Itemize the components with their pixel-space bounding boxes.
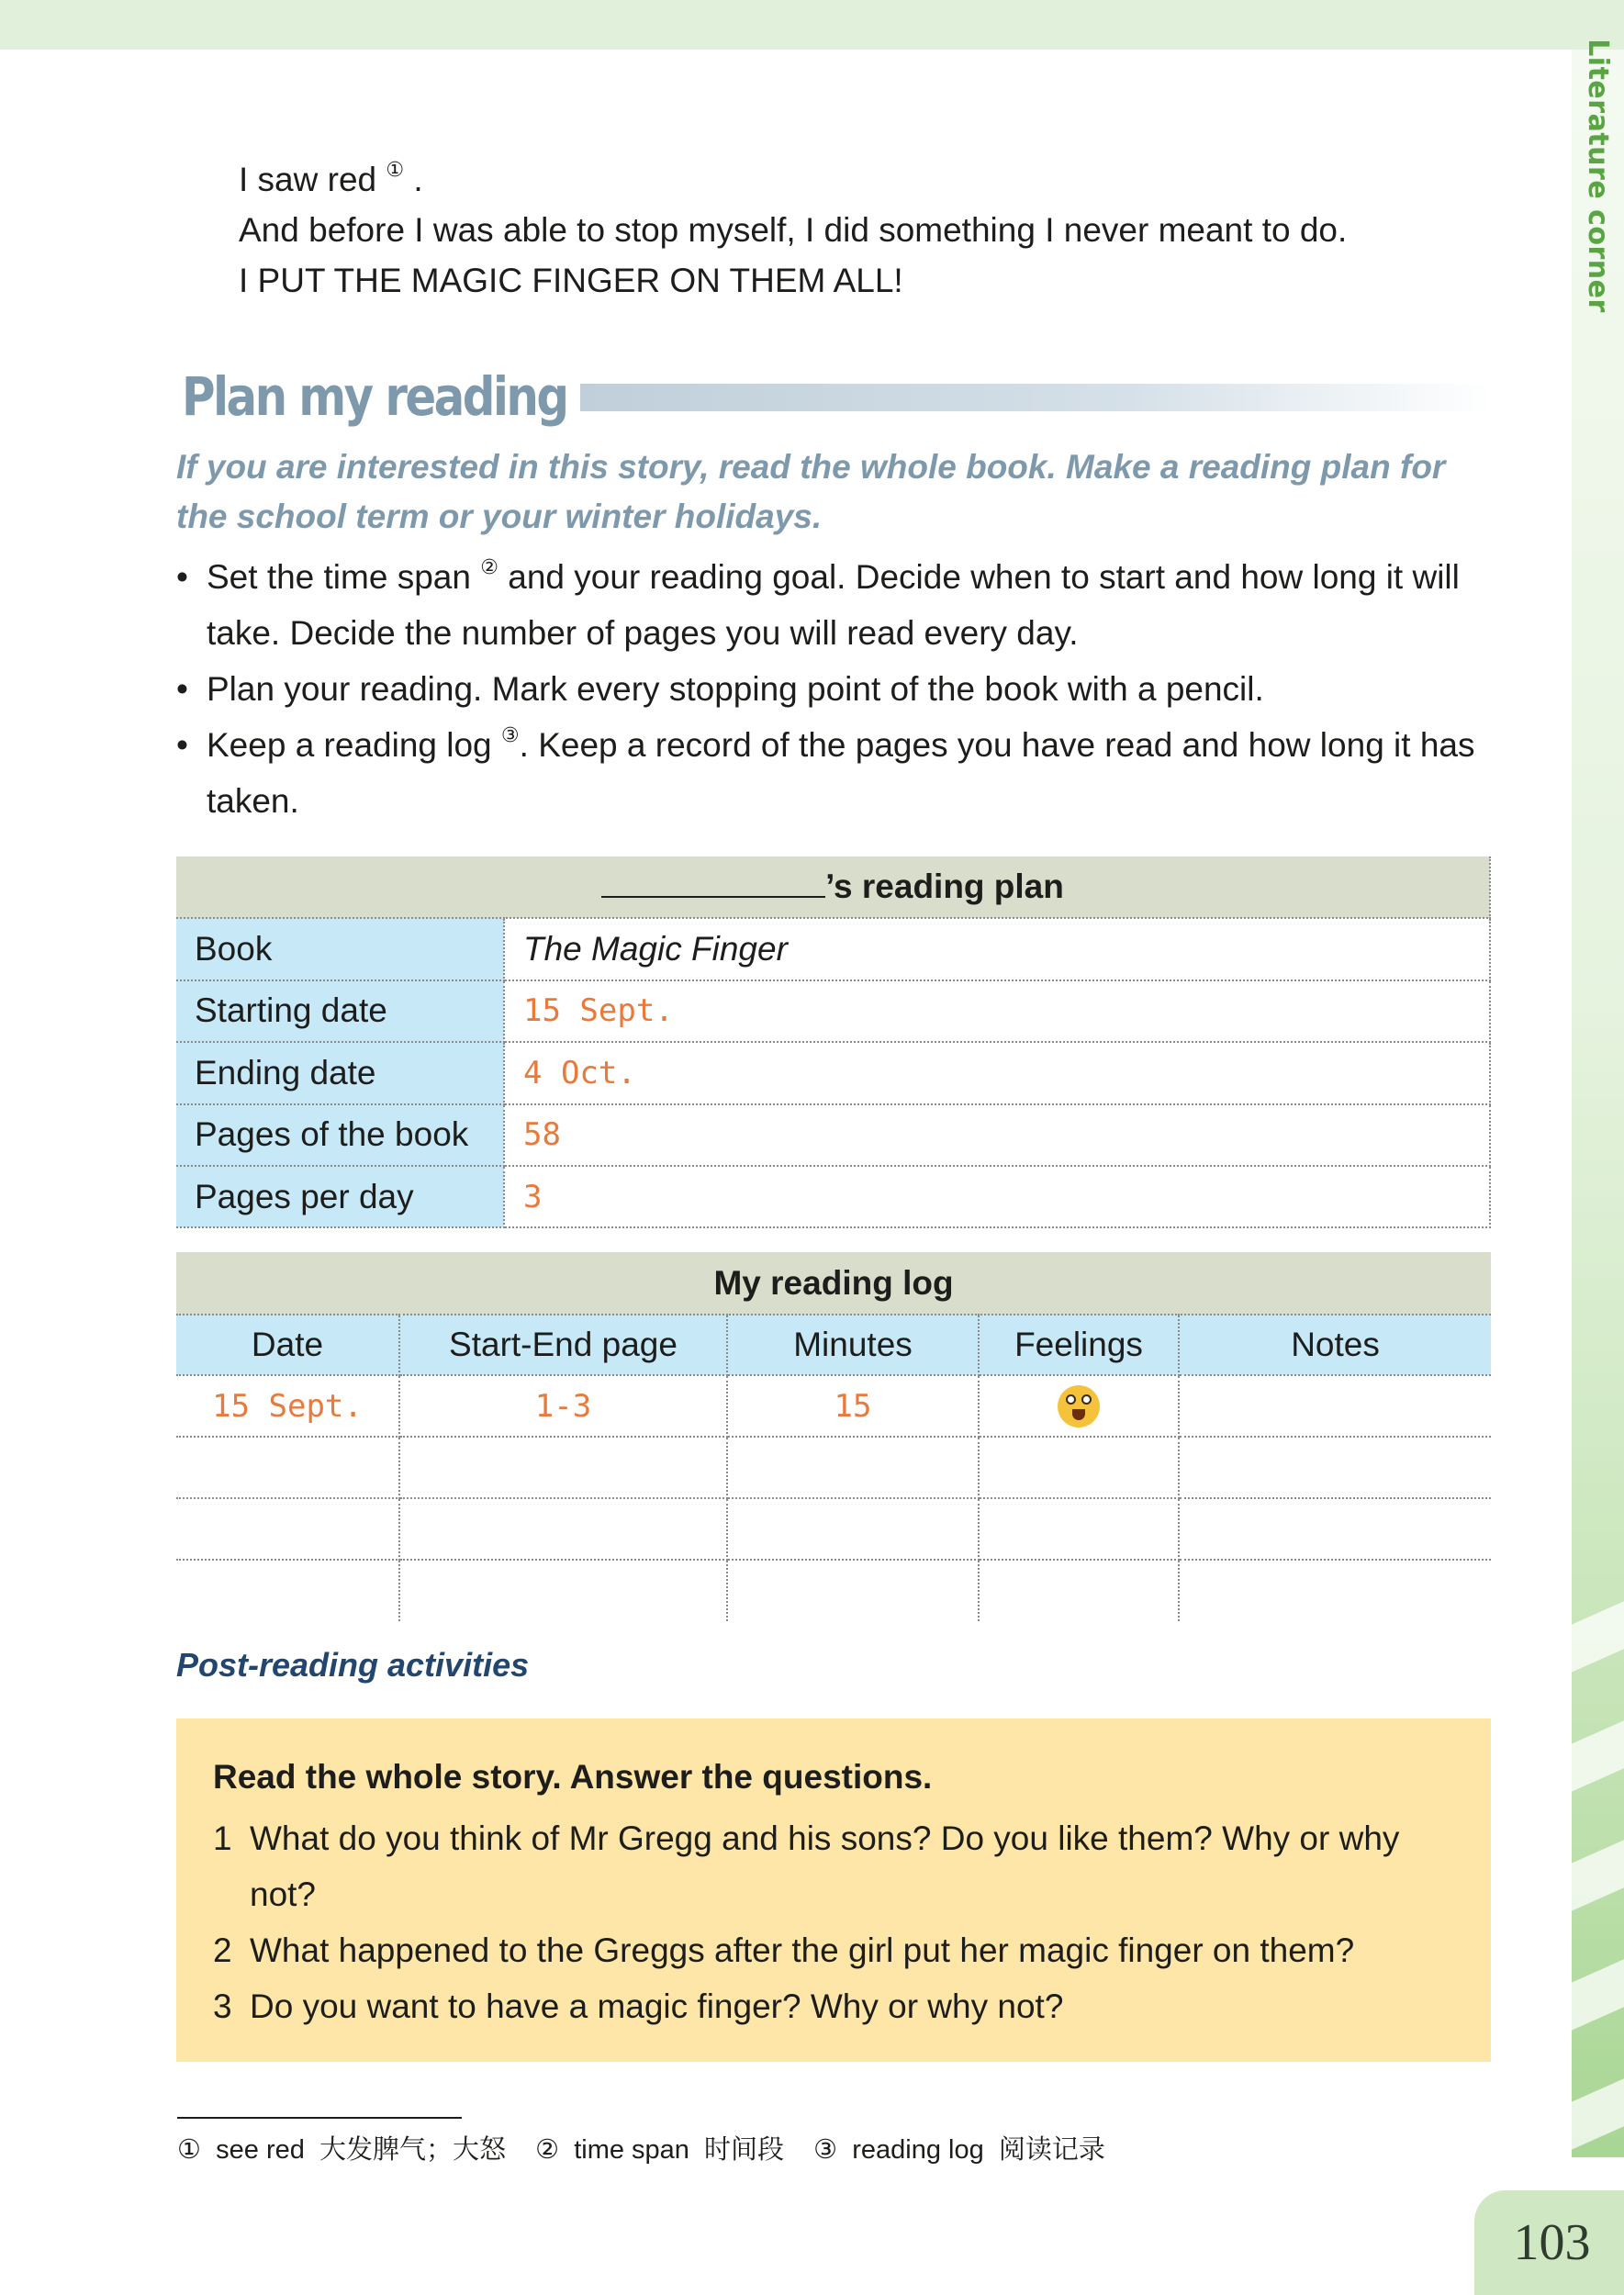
question-number: 3 <box>213 1987 232 2025</box>
side-stripe <box>1572 1592 1624 1676</box>
name-blank[interactable] <box>601 870 825 898</box>
footnote <box>177 2135 506 2165</box>
footnote-gloss: 大发脾气；大怒 <box>319 2135 506 2165</box>
log-column-header: Start-End page <box>399 1315 727 1375</box>
book-title: The Magic Finger <box>523 930 788 968</box>
log-cell[interactable] <box>979 1560 1179 1621</box>
page-number: 103 <box>1513 2214 1591 2271</box>
footnote-term: reading log <box>852 2135 984 2165</box>
footnote-term: see red <box>216 2135 305 2165</box>
log-cell[interactable] <box>727 1560 979 1621</box>
plan-row <box>176 1166 1490 1227</box>
log-row-empty <box>176 1498 1491 1560</box>
question-item <box>213 1978 1456 2034</box>
footnote-gloss: 阅读记录 <box>998 2135 1105 2165</box>
log-cell[interactable] <box>1179 1560 1491 1621</box>
instruction-text: Set the time span <box>207 558 471 596</box>
plan-label: Pages per day <box>176 1166 504 1227</box>
story-text: . <box>413 161 423 198</box>
log-column-header: Minutes <box>727 1315 979 1375</box>
log-pages[interactable]: 1-3 <box>399 1375 727 1437</box>
question-number: 1 <box>213 1819 232 1857</box>
title-decoration-bar <box>580 384 1491 411</box>
story-line: And before I was able to stop myself, I did something I never meant to do. <box>239 211 1348 249</box>
log-row-empty <box>176 1560 1491 1621</box>
plan-row <box>176 1104 1490 1166</box>
log-cell[interactable] <box>399 1560 727 1621</box>
story-line <box>239 154 1432 205</box>
instruction-text: Keep a reading log <box>207 726 492 764</box>
footnote <box>535 2135 784 2165</box>
section-title: Plan my reading <box>182 365 567 428</box>
log-cell[interactable] <box>399 1498 727 1560</box>
story-line: I PUT THE MAGIC FINGER ON THEM ALL! <box>239 262 903 299</box>
footnote-rule <box>177 2117 462 2119</box>
top-band <box>0 0 1624 50</box>
log-column-header: Notes <box>1179 1315 1491 1375</box>
footnote-mark: ① <box>177 2135 201 2165</box>
side-stripe <box>1572 1711 1624 1796</box>
plan-row <box>176 1042 1490 1103</box>
footnote-mark: ③ <box>813 2135 838 2165</box>
page-number-tab <box>1474 2190 1624 2295</box>
section-tab <box>1572 38 1624 313</box>
question-item <box>213 1922 1456 1978</box>
surprised-face-icon <box>1058 1385 1100 1427</box>
log-date[interactable]: 15 Sept. <box>176 1375 399 1437</box>
footnote-mark: ② <box>535 2135 560 2165</box>
log-minutes[interactable]: 15 <box>727 1375 979 1437</box>
side-stripe <box>1572 1950 1624 2034</box>
instruction-item <box>176 661 1498 717</box>
side-stripe <box>1572 2069 1624 2154</box>
plan-value: 15 Sept. <box>504 980 1490 1042</box>
log-cell[interactable] <box>176 1560 399 1621</box>
log-cell[interactable] <box>399 1437 727 1498</box>
plan-value: 58 <box>504 1104 1490 1166</box>
plan-row <box>176 918 1490 980</box>
log-cell[interactable] <box>727 1498 979 1560</box>
question-text: What happened to the Greggs after the girl put her magic finger on them? <box>250 1931 1355 1969</box>
log-cell[interactable] <box>1179 1437 1491 1498</box>
reading-plan-header <box>176 856 1490 918</box>
reading-log-title: My reading log <box>176 1252 1491 1315</box>
log-cell[interactable] <box>176 1437 399 1498</box>
footnote-marker: ③ <box>500 723 520 746</box>
log-column-header: Date <box>176 1315 399 1375</box>
log-cell[interactable] <box>979 1498 1179 1560</box>
log-notes[interactable] <box>1179 1375 1491 1437</box>
log-feeling[interactable] <box>979 1375 1179 1437</box>
question-number: 2 <box>213 1931 232 1969</box>
plan-label: Starting date <box>176 980 504 1042</box>
footnote-gloss: 时间段 <box>704 2135 785 2165</box>
log-row <box>176 1375 1491 1437</box>
instruction-text: and your reading goal. Decide when to start and how long it will take. Decide the number of pages you will read every day. <box>207 558 1460 652</box>
question-text: Do you want to have a magic finger? Why or why not? <box>250 1987 1064 2025</box>
plan-row <box>176 980 1490 1042</box>
plan-label: Pages of the book <box>176 1104 504 1166</box>
plan-label: Book <box>176 918 504 980</box>
log-cell[interactable] <box>979 1437 1179 1498</box>
reading-plan-table <box>176 856 1491 1228</box>
question-text: What do you think of Mr Gregg and his sons? Do you like them? Why or why not? <box>250 1819 1400 1913</box>
side-stripe <box>1572 1830 1624 1915</box>
section-tab-label: Literature corner <box>1582 38 1615 313</box>
instruction-item <box>176 549 1498 661</box>
log-row-empty <box>176 1437 1491 1498</box>
question-item <box>213 1810 1456 1922</box>
log-cell[interactable] <box>176 1498 399 1560</box>
footnotes <box>177 2132 1127 2168</box>
plan-value: 4 Oct. <box>504 1042 1490 1103</box>
log-column-header: Feelings <box>979 1315 1179 1375</box>
question-list <box>213 1810 1456 2034</box>
instruction-text: Plan your reading. Mark every stopping point of the book with a pencil. <box>207 670 1264 708</box>
reading-plan-title: ’s reading plan <box>825 868 1064 906</box>
instruction-text: . Keep a record of the pages you have read and how long it has taken. <box>207 726 1475 820</box>
plan-value <box>504 918 1490 980</box>
reading-log-table <box>176 1252 1491 1621</box>
section-intro: If you are interested in this story, read the whole book. Make a reading plan for the school term or your winter holidays. <box>176 448 1446 535</box>
instruction-list <box>176 549 1498 829</box>
plan-label: Ending date <box>176 1042 504 1103</box>
question-box <box>176 1718 1491 2062</box>
footnote-term: time span <box>574 2135 689 2165</box>
story-text: I saw red <box>239 161 377 198</box>
log-cell[interactable] <box>1179 1498 1491 1560</box>
side-strip <box>1572 50 1624 2157</box>
footnote-marker: ① <box>386 158 405 181</box>
instruction-item <box>176 717 1498 829</box>
story-excerpt <box>239 154 1432 306</box>
log-cell[interactable] <box>727 1437 979 1498</box>
post-reading-title: Post-reading activities <box>176 1646 530 1684</box>
plan-value: 3 <box>504 1166 1490 1227</box>
footnote <box>813 2135 1105 2165</box>
question-box-heading: Read the whole story. Answer the questions. <box>213 1758 933 1796</box>
footnote-marker: ② <box>480 555 498 578</box>
